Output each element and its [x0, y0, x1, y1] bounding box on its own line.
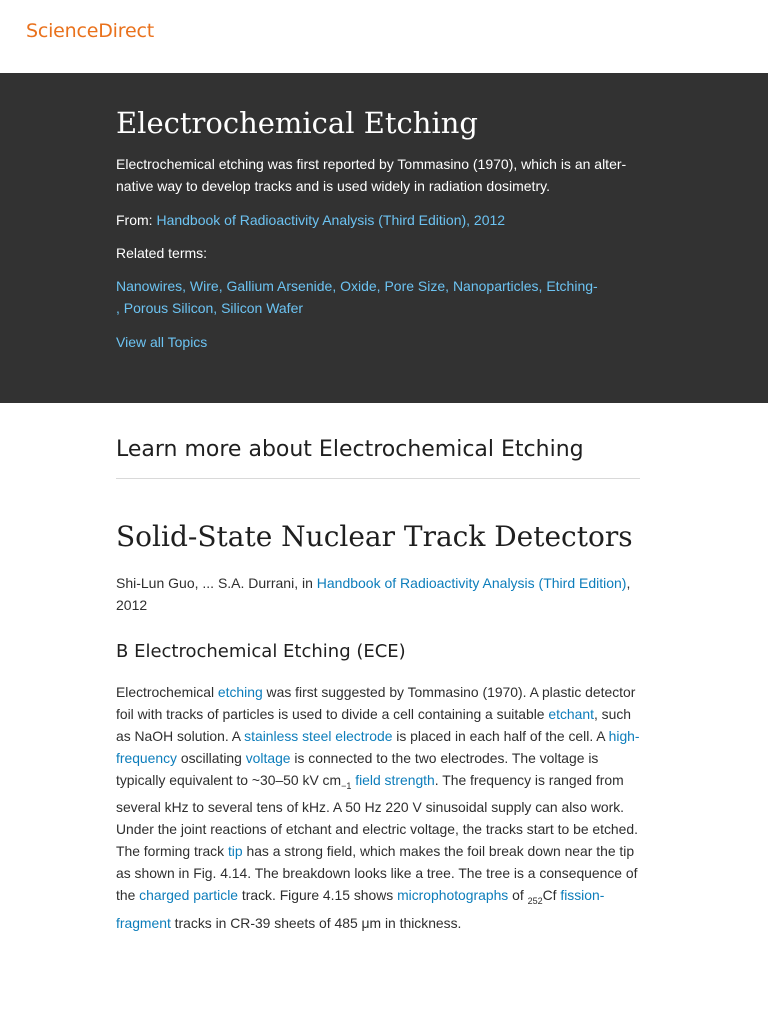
topic-source	[116, 209, 652, 231]
related-term-link[interactable]: Wire	[189, 278, 219, 294]
source-book-link[interactable]: Handbook of Radioactivity Analysis (Third Edition), 2012	[156, 212, 506, 228]
term-link-voltage[interactable]: voltage	[245, 749, 291, 766]
section-paragraph: Electrochemical etching was first suggested by Tommasino (1970). A plastic detector foil with tracks of particles is used to divide a cell containing a suitable etchant, such as NaOH solution. A stainless steel electrode is placed in each half of the cell. A high-frequency oscillating voltage is connected to the two electrodes. The voltage is typically equivalent to ~30–50 kV $cm_{-1}$ field strength. The frequency is ranged from several kHz to several tens of kHz. A 50 Hz 220 V sinusoidal supply can also work. Under the joint reactions of etchant and electric voltage, the tracks start to be etched. The forming track tip has a strong field, which makes the foil break down near the tip as shown in Fig. 4.14. The breakdown looks like a tree. The tree is a consequence of the charged particle track. Figure 4.15 shows microphotographs of $_{252}$Cf fission-fragment tracks in CR-39 sheets of 485 μm in thickness.	[116, 684, 640, 931]
term-link-high-frequency[interactable]: high-frequency	[116, 727, 640, 766]
related-term-link[interactable]: Porous Silicon	[123, 300, 214, 316]
chapter-title: Solid-State Nuclear Track Detectors	[116, 520, 633, 553]
topic-description: Electrochemical etching was first reported by Tommasino (1970), which is an alter-native way to develop tracks and is used widely in radiation dosimetry.	[116, 156, 627, 194]
related-term-link[interactable]: Nanowires	[116, 278, 183, 294]
view-all-topics-link[interactable]: View all Topics	[116, 334, 208, 350]
term-link-etchant[interactable]: etchant	[548, 705, 594, 722]
unit-exponent: −1	[341, 780, 352, 791]
publication-year: , 2012	[116, 575, 631, 613]
related-term-link[interactable]: Gallium Arsenide	[226, 278, 333, 294]
top-bar	[0, 0, 768, 73]
topic-hero	[0, 73, 768, 403]
from-label: From:	[116, 212, 157, 228]
sciencedirect-logo[interactable]: ScienceDirect	[26, 20, 154, 42]
related-term-link[interactable]: Etching-	[546, 278, 598, 294]
term-link-field-strength[interactable]: field strength	[355, 771, 435, 788]
related-term-link[interactable]: Pore Size	[384, 278, 446, 294]
related-term-link[interactable]: Oxide	[340, 278, 377, 294]
chapter-citation	[116, 572, 644, 616]
learn-more-heading: Learn more about Electrochemical Etching	[116, 436, 640, 479]
related-terms-list: Nanowires, Wire, Gallium Arsenide, Oxide, Pore Size, Nanoparticles, Etching- , Porous Silicon, Silicon Wafer	[116, 278, 598, 316]
term-link-charged-particle[interactable]: charged particle	[139, 886, 239, 903]
term-link-stainless-steel-electrode[interactable]: stainless steel electrode	[244, 727, 393, 744]
term-link-microphotographs[interactable]: microphotographs	[397, 886, 509, 903]
chapter-excerpt	[116, 520, 640, 935]
term-link-fission-fragment[interactable]: fission-fragment	[116, 886, 605, 931]
related-term-link[interactable]: Silicon Wafer	[221, 300, 304, 316]
related-term-link[interactable]: Nanoparticles	[452, 278, 539, 294]
term-link-tip[interactable]: tip	[227, 843, 243, 860]
main-content	[0, 436, 768, 935]
topic-title: Electrochemical Etching	[116, 106, 478, 140]
related-terms-label: Related terms:	[116, 245, 208, 261]
section-heading: B Electrochemical Etching (ECE)	[116, 641, 406, 662]
isotope-mass-number: 252	[527, 895, 543, 906]
term-link-etching[interactable]: etching	[217, 684, 263, 700]
authors-text: Shi-Lun Guo, ... S.A. Durrani, in	[116, 575, 317, 591]
book-link[interactable]: Handbook of Radioactivity Analysis (Third Edition)	[316, 575, 627, 591]
